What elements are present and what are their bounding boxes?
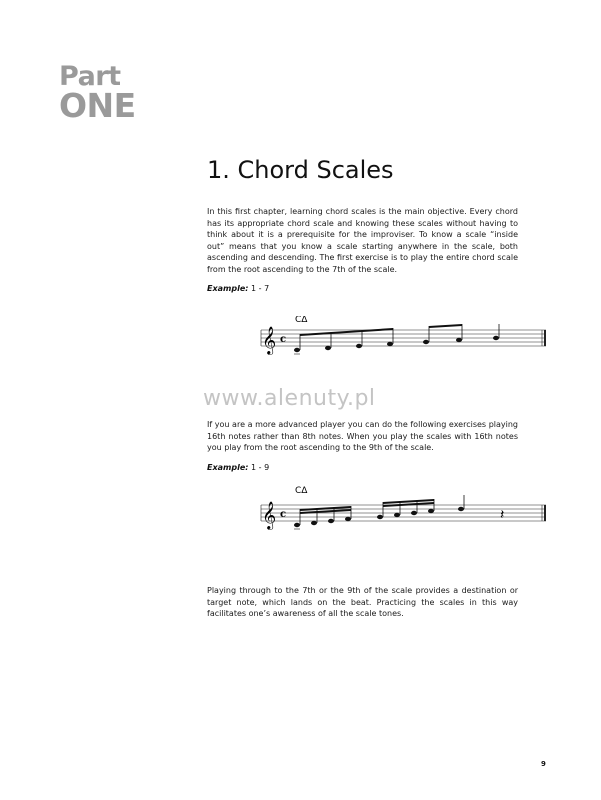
note bbox=[325, 346, 331, 350]
common-time-icon: c bbox=[280, 509, 287, 520]
example-label-text: Example: bbox=[207, 463, 249, 472]
part-number-word: ONE bbox=[59, 85, 136, 125]
part-word: Part bbox=[59, 61, 121, 92]
note bbox=[493, 336, 499, 340]
note bbox=[458, 507, 464, 511]
note bbox=[345, 517, 351, 521]
part-heading bbox=[59, 61, 136, 125]
note bbox=[456, 338, 462, 342]
common-time-icon: c bbox=[280, 334, 287, 345]
music-staff-example-2 bbox=[256, 486, 548, 539]
example-range: 1 - 9 bbox=[251, 463, 270, 472]
page-number: 9 bbox=[541, 760, 546, 768]
note bbox=[423, 340, 429, 344]
advanced-paragraph: If you are a more advanced player you can do the following exercises playing 16th notes rather than 8th notes. When you play the scales with 16th notes you play from the root ascending to the 9th of the scale. bbox=[207, 420, 518, 453]
closing-paragraph: Playing through to the 7th or the 9th of the scale provides a destination or target note, which lands on the beat. Practicing the scales in this way facilitates one’s awareness of all the scale tones. bbox=[207, 586, 518, 619]
treble-clef-icon: 𝄞 bbox=[262, 326, 277, 354]
music-staff-example-1 bbox=[256, 316, 548, 360]
note bbox=[311, 521, 317, 525]
beam bbox=[300, 328, 393, 336]
example-label-1 bbox=[207, 284, 269, 293]
note bbox=[328, 519, 334, 523]
note bbox=[428, 509, 434, 513]
treble-clef-icon: 𝄞 bbox=[262, 501, 277, 529]
note bbox=[387, 342, 393, 346]
beam bbox=[429, 324, 462, 328]
quarter-rest-icon: 𝄽 bbox=[500, 507, 505, 523]
intro-paragraph: In this first chapter, learning chord scales is the main objective. Every chord has its appropriate chord scale and knowing these scales without having to think about it is a prerequisite for the improviser. To know a scale “inside out” means that you know a scale starting anywhere in the scale, both ascending and descending. The first exercise is to play the entire chord scale from the root ascending to the 7th of the scale. bbox=[207, 207, 518, 274]
note bbox=[377, 515, 383, 519]
example-label-text: Example: bbox=[207, 284, 249, 293]
note bbox=[294, 523, 300, 527]
chord-symbol: CΔ bbox=[295, 486, 308, 496]
note bbox=[294, 348, 300, 352]
example-label-2 bbox=[207, 463, 269, 472]
chord-symbol: CΔ bbox=[295, 316, 308, 325]
example-range: 1 - 7 bbox=[251, 284, 270, 293]
note bbox=[356, 344, 362, 348]
chapter-title: 1. Chord Scales bbox=[207, 156, 394, 184]
note bbox=[394, 513, 400, 517]
watermark: www.alenuty.pl bbox=[203, 386, 376, 411]
note bbox=[411, 511, 417, 515]
